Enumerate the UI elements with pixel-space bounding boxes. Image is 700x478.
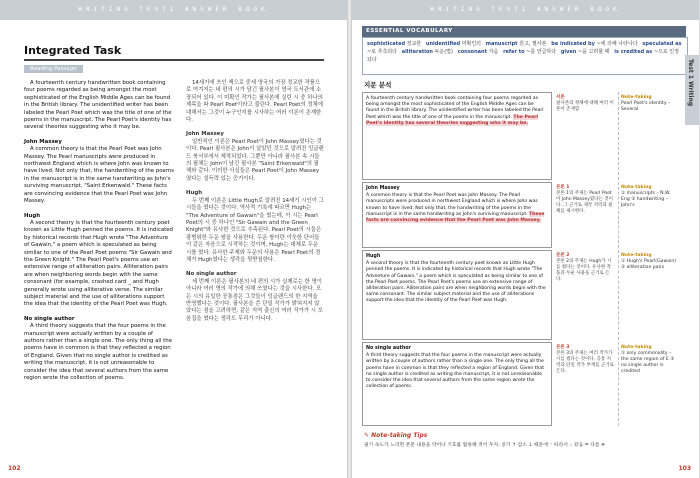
eng-para-0: A fourteenth century handwritten book containing four poems regarded as being amongst the most sophisticated of the English Middle Ages can be found in the British library. The unidentified writer has been labeled the Pearl Poet which was the title of one of the poems in the manuscript. The Pearl Poet's identity has several theories suggesting who it may be. bbox=[24, 80, 172, 131]
vocab-meaning: 원고, 필사본 bbox=[519, 41, 547, 47]
page-title: Integrated Task bbox=[24, 44, 122, 57]
note-text: ① only commonality – the same region of E ② no single author is credited bbox=[621, 351, 675, 374]
vocab-word: refer to bbox=[503, 49, 525, 55]
row-highlight: The Pearl Poet's identity has several theories suggesting who it may be. bbox=[366, 114, 538, 126]
kor-para-2: 두 번째 이론은 Little Hugh로 알려진 14세기 시인이 그 시들을 썼다는 것이다. 역사적 기록에 따르면 Hugh는 "The Adventure of Gawain"을 썼는데, 이 시는 Pearl Poet의 시 중 하나인 "Sir Gawain and the Green Knight"와 유사한 것으로 추측된다. Pearl Poet의 시들은 광범위한 두운 쌍을 사용한다. 두운 쌍이란 이웃한 단어들이 같은 자음으로 시작하는 것이며, Hugh는 대체로 두운 시를 썼다. 유사한 주제와 두운의 사용은 Pearl Poet의 정체가 Hugh였다는 생각을 뒷받침한다. bbox=[186, 197, 324, 263]
vocab-word: manuscript bbox=[485, 41, 518, 47]
row-note bbox=[618, 250, 682, 340]
vocab-meaning: 정교한 bbox=[406, 41, 422, 47]
kor-heading-2: Hugh bbox=[186, 190, 203, 197]
row-note bbox=[618, 182, 682, 248]
vocab-word: speculated as bbox=[642, 41, 682, 47]
right-page bbox=[352, 0, 699, 478]
note-tag: Note-taking bbox=[621, 185, 652, 190]
vocab-meaning: ~를 언급하다 bbox=[526, 49, 557, 55]
kor-para-0: 14세기에 쓰인 책으로 중세 영국의 가장 정교한 작품으로 여겨지는 네 편의 시가 담긴 필사본이 영국 도서관에 소장되어 있다. 이 미확인 작가는 필사본에 실린 시 중 하나의 제목을 따 Pearl Poet이라고 불린다. Pearl Poet의 정체에 대해서는 그것이 누구인지를 시사하는 여러 이론이 존재한다. bbox=[186, 80, 323, 124]
page-number-right: 103 bbox=[678, 465, 691, 472]
eng-heading-2: Hugh bbox=[24, 212, 41, 219]
section-label: Reading Passage bbox=[24, 65, 83, 73]
vocab-meaning: ~으로 인정되다 bbox=[367, 49, 679, 63]
row-korean bbox=[554, 250, 616, 340]
tips-title-text: Note-taking Tips bbox=[371, 432, 428, 439]
row-ko-text: 필사본의 정체에 대해 여러 이론이 존재함 bbox=[556, 101, 614, 112]
pencil-icon: ✎ bbox=[364, 432, 370, 439]
vocab-box bbox=[362, 37, 688, 75]
analysis-row-intro bbox=[362, 92, 552, 180]
eng-para-1: A common theory is that the Pearl Poet was John Massey. The Pearl manuscripts were produced in northwest England which is where John was known to have lived. Not only that, the handwriting of the poems in the manuscript is in the same handwriting as John's surviving manuscript, "Saint Erkenwald." These facts are convincing evidence that the Pearl Poet was John Massey. bbox=[24, 146, 174, 205]
kor-para-3: 세 번째 이론은 필사본의 네 편의 시가 실제로는 한 명이 아니라 여러 명의 작가에 의해 쓰였다는 것을 시사한다. 모든 시의 유일한 공통점은 그것들이 잉글랜드의 한 지역을 반영했다는 것이다. 필사본을 쓴 단일 작가가 밝혀지지 않았다는 점을 고려하면, 같은 지역 출신의 여러 작가가 시 모음집을 썼다는 생각도 무리가 아니다. bbox=[186, 278, 323, 322]
row-text: A common theory is that the Pearl Poet was John Massey. The Pearl manuscripts were produced in northwest England which is where John was known to have lived. Not only that, the handwriting of the poems in the manuscript is in the same handwriting as John's surviving manuscript. bbox=[366, 193, 538, 217]
row-ko-tag: 서론 bbox=[556, 95, 565, 100]
eng-heading-3: No single author bbox=[24, 315, 75, 322]
kor-para-1: 일반적인 이론은 Pearl Poet이 John Massey였다는 것이다. Pearl 필사본은 John이 살았던 것으로 알려진 잉글랜드 북서부에서 제작되었다. 그뿐만 아니라 필사본 속 시들의 필체는 John이 남긴 필사본 "Saint Erkenwald"의 필체와 같다. 이러한 사실들은 Pearl Poet이 John Massey였다는 설득력 있는 증거이다. bbox=[186, 138, 324, 182]
analysis-row-john bbox=[362, 182, 552, 248]
vocab-word: is credited as bbox=[614, 49, 653, 55]
analysis-row-hugh bbox=[362, 250, 552, 340]
side-tab-label: Test 1 Writing bbox=[687, 59, 694, 107]
note-tag: Note-taking bbox=[621, 345, 652, 350]
row-korean bbox=[554, 182, 616, 248]
vocab-meaning: 미확인의 bbox=[461, 41, 481, 47]
vocab-word: unidentified bbox=[425, 41, 461, 47]
note-text: ① manuscripts – N.W. Eng ② handwriting – John's bbox=[621, 191, 671, 208]
english-column bbox=[24, 80, 174, 389]
note-text: ① Hugh's Pearl(Gawain) ② alliteration pairs bbox=[621, 259, 677, 270]
eng-heading-1: John Massey bbox=[24, 138, 62, 145]
vocab-meaning: 두운(법) bbox=[434, 49, 453, 55]
row-heading: Hugh bbox=[366, 254, 381, 259]
note-text: Pearl Poet's identity – Several bbox=[621, 101, 671, 112]
vocab-word: be indicated by bbox=[551, 41, 595, 47]
row-highlight: These facts are convincing evidence that the Pearl Poet was John Massey. bbox=[366, 211, 545, 224]
vocab-word: given bbox=[560, 49, 577, 55]
running-head-right: WRITING TEST1 ANSWER BOOK bbox=[352, 0, 699, 20]
kor-heading-3: No single author bbox=[186, 271, 237, 278]
note-tag: Note-taking bbox=[621, 95, 652, 100]
row-ko-text: 본론 1의 주제는 Pearl Poet이 John Massey였다는 것이다. 그 근거로 제작 지역과 필체를 제시한다. bbox=[556, 191, 613, 214]
vocab-word: alliteration bbox=[401, 49, 433, 55]
tips-title bbox=[364, 432, 427, 439]
side-tab bbox=[685, 55, 699, 125]
tips-text: 필기 속도가 느리면 본문 내용을 약어나 기호를 활용해 적어 두자. 증가 ↑ 감소 ↓ 때문에 ∵ 따라서 ∴ 같음 = 다름 ≠ bbox=[364, 443, 606, 448]
row-heading: No single author bbox=[366, 346, 411, 351]
title-underline bbox=[24, 59, 324, 61]
analysis-title: 지문 분석 bbox=[364, 81, 392, 89]
row-text: A third theory suggests that the four poems in the manuscript were actually written by a couple of authors rather than a single one. The only thing all the poems have in common is that they reflected a region of England. Given that no single author is credited as writing the manuscript, it is not unreasonable to consider the idea that several authors from the same region wrote the collection of poems. bbox=[366, 353, 545, 390]
row-ko-tag: 본론 2 bbox=[556, 253, 570, 258]
row-text: A fourteenth century handwritten book containing four poems regarded as being amongst the most sophisticated of the English Middle Ages can be found in the British library. The unidentified writer has been labeled the Pearl Poet which was the title of one of the poems in the manuscript. bbox=[366, 96, 544, 120]
row-text: A second theory is that the fourteenth century poet known as Little Hugh penned the poems. It is indicated by historical records that Hugh wrote "The Adventure of Gawain," a poem which is speculated as being similar to one of the Pearl Poet poems. The Pearl Poet's poems use an extensive range of alliteration pairs. Alliteration pairs are when neighboring words begin with the same consonant. The similar subject material and the use of alliterations support the idea that the identity of the Pearl Poet was Hugh. bbox=[366, 261, 546, 304]
vocab-meaning: ~을 고려할 때 bbox=[577, 49, 610, 55]
running-head-left: WRITING TEST1 ANSWER BOOK bbox=[0, 0, 347, 20]
vocab-title: ESSENTIAL VOCABULARY bbox=[362, 26, 686, 37]
row-ko-tag: 본론 1 bbox=[556, 185, 570, 190]
row-heading: John Massey bbox=[366, 186, 400, 191]
korean-column bbox=[186, 80, 324, 330]
row-note bbox=[618, 92, 682, 180]
vocab-meaning: ~로 추측되다 bbox=[367, 49, 397, 55]
left-page bbox=[0, 0, 347, 478]
page-number-left: 102 bbox=[8, 465, 21, 472]
vocab-meaning: ~에 의해 나타나다 bbox=[596, 41, 638, 47]
note-tag: Note-taking bbox=[621, 253, 652, 258]
kor-heading-1: John Massey bbox=[186, 131, 224, 138]
eng-para-2: A second theory is that the fourteenth century poet known as Little Hugh penned the poems. It is indicated by historical records that Hugh wrote "The Adventure of Gawain," a poem which is speculated as being similar to one of the Pearl Poet poems "Sir Gawain and the Green Knight." The Pearl Poet's poems use an extensive range of alliteration pairs. Alliteration pairs are when neighboring words begin with the same consonant (for example, crashed card _ and Hugh generally wrote using alliterative verse. The similar subject material and the use of alliterations support the idea that the identity of the Pearl Poet was Hugh. bbox=[24, 219, 173, 308]
vocab-meaning: 자음 bbox=[488, 49, 499, 55]
row-ko-text: 본론 3의 주제는 여러 작가가 시를 썼다는 것이다. 공통 지역과 단일 작가 부재를 근거로 든다. bbox=[556, 351, 614, 374]
analysis-row-no-single bbox=[362, 342, 552, 426]
row-ko-tag: 본론 3 bbox=[556, 345, 570, 350]
vocab-word: sophisticated bbox=[367, 41, 406, 47]
row-korean bbox=[554, 342, 616, 426]
row-ko-text: 본론 2의 주제는 Hugh가 시를 썼다는 것이다. 유사한 작품과 두운 사용을 근거로 든다. bbox=[556, 259, 612, 282]
eng-para-3: A third theory suggests that the four poems in the manuscript were actually written by a couple of authors rather than a single one. The only thing all the poems have in common is that they reflected a region of England. Given that no single author is credited as writing the manuscript, it is not unreasonable to consider the idea that several authors from the same region wrote the collection of poems. bbox=[24, 323, 172, 382]
row-note bbox=[618, 342, 682, 426]
row-korean bbox=[554, 92, 616, 180]
vocab-word: consonant bbox=[457, 49, 488, 55]
